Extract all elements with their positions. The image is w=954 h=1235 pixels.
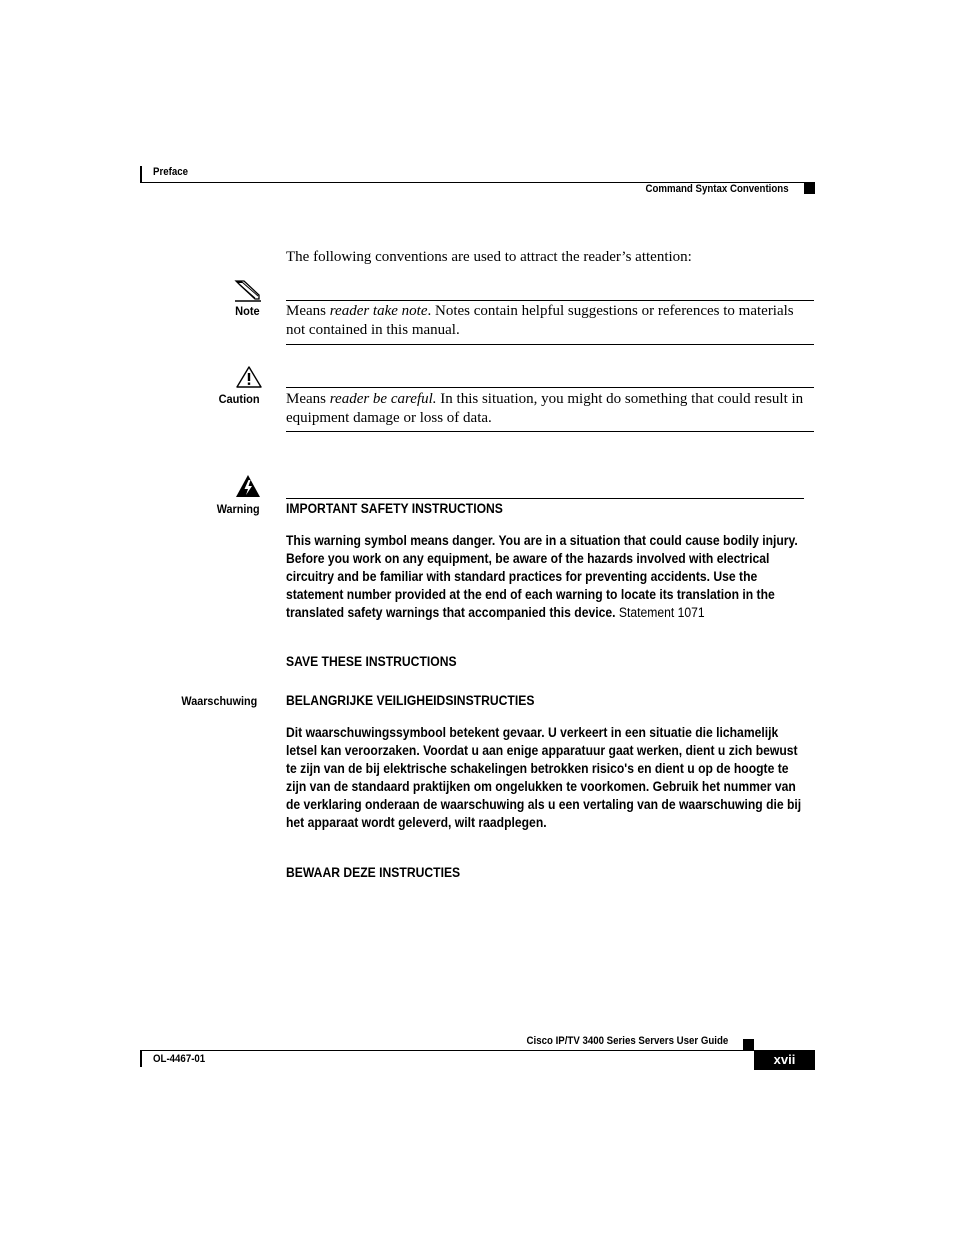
footer-guide-title: Cisco IP/TV 3400 Series Servers User Guide (526, 1035, 728, 1047)
header-left-bar (140, 166, 142, 182)
note-top-rule (286, 300, 814, 301)
header-square (804, 183, 815, 194)
caution-suffix: In this situation, you might do something that could result in equipment damage or loss of data. (286, 391, 804, 426)
footer-doc-number: OL-4467-01 (153, 1053, 206, 1065)
caution-emphasis: reader be careful. (329, 391, 437, 407)
warning-top-rule (286, 498, 804, 499)
footer-rule (140, 1050, 815, 1051)
footer-left-bar (140, 1050, 142, 1067)
pencil-icon (233, 279, 263, 303)
warning-save: SAVE THESE INSTRUCTIONS (286, 654, 457, 669)
header-section: Preface (153, 166, 188, 178)
warning-label: Warning (217, 502, 260, 516)
header-chapter: Command Syntax Conventions (645, 183, 789, 195)
intro-text: The following conventions are used to attract the reader’s attention: (286, 249, 692, 265)
warning-heading: IMPORTANT SAFETY INSTRUCTIONS (286, 501, 503, 516)
caution-triangle-icon (235, 365, 263, 389)
note-text (286, 302, 808, 340)
note-label: Note (235, 304, 260, 318)
warning-body-text: This warning symbol means danger. You are in a situation that could cause bodily injury. Before you work on any equipment, be aware of the hazards involved with electrical circuitry and be familiar with standard practices for preventing accidents. Use the statement number provided at the end of each warning to locate its translation in the translated safety warnings that accompanied this device. (286, 533, 798, 620)
page-number: xvii (754, 1050, 815, 1070)
caution-prefix: Means (286, 391, 330, 407)
caution-bottom-rule (286, 431, 814, 432)
warning-nl-heading: BELANGRIJKE VEILIGHEIDSINSTRUCTIES (286, 693, 535, 708)
warning-lightning-icon (235, 474, 261, 498)
caution-top-rule (286, 387, 814, 388)
note-suffix: . Notes contain helpful suggestions or references to materials not contained in this manual. (286, 303, 794, 338)
warning-statement: Statement 1071 (615, 605, 705, 620)
footer-square (743, 1039, 754, 1050)
warning-nl-label: Waarschuwing (181, 694, 257, 708)
warning-body (286, 532, 806, 622)
note-emphasis: reader take note (329, 303, 428, 319)
caution-label: Caution (218, 392, 260, 406)
note-bottom-rule (286, 344, 814, 345)
warning-nl-body: Dit waarschuwingssymbool betekent gevaar. U verkeert in een situatie die lichamelijk letsel kan veroorzaken. Voordat u aan enige apparatuur gaat werken, dient u zich bewust te zijn van de bij elektrische schakelingen betrokken risico's en dient u op de hoogte te zijn van de standaard praktijken om ongelukken te voorkomen. Gebruik het nummer van de verklaring onderaan de waarschuwing als u een vertaling van de waarschuwing die bij het apparaat wordt geleverd, wilt raadplegen. (286, 725, 802, 830)
note-prefix: Means (286, 303, 330, 319)
caution-text (286, 390, 808, 428)
warning-nl-save: BEWAAR DEZE INSTRUCTIES (286, 865, 461, 880)
